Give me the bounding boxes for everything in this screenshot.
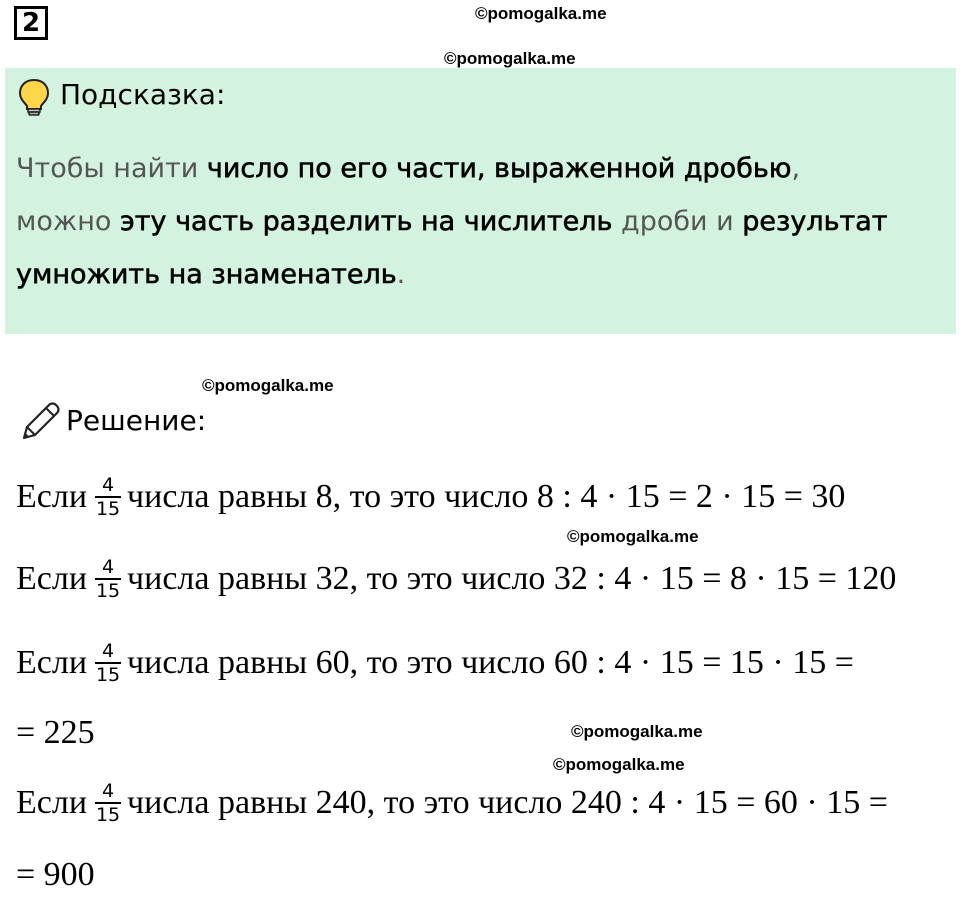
solution-title: Решение:: [66, 404, 207, 437]
pencil-icon: [18, 400, 62, 449]
task-number: 2: [14, 6, 48, 40]
solution-line: Если $\frac{4}{15}$ числа равны 8, то это число 8 : 4 · 15 = 2 · 15 = 30: [16, 474, 846, 520]
solution-line-continuation: = 900: [16, 856, 95, 893]
fraction: $\frac{4}{15}$: [95, 780, 121, 826]
fraction: $\frac{4}{15}$: [95, 556, 121, 602]
watermark: ©pomogalka.me: [571, 722, 703, 741]
solution-line: Если $\frac{4}{15}$ числа равны 60, то это число 60 : 4 · 15 = 15 · 15 =: [16, 640, 854, 686]
watermark: ©pomogalka.me: [567, 527, 699, 546]
watermark: ©pomogalka.me: [553, 755, 685, 774]
solution-line: Если $\frac{4}{15}$ числа равны 32, то это число 32 : 4 · 15 = 8 · 15 = 120: [16, 556, 897, 602]
lightbulb-icon: [18, 78, 50, 121]
hint-title: Подсказка:: [60, 78, 226, 111]
solution-line-continuation: = 225: [16, 714, 95, 751]
fraction: $\frac{4}{15}$: [95, 640, 121, 686]
hint-text: Чтобы найти число по его части, выраженной дробью, можно эту часть разделить на числитель дроби и результат умножить на знаменатель.: [16, 153, 888, 290]
watermark: ©pomogalka.me: [444, 49, 576, 68]
solution-line: Если $\frac{4}{15}$ числа равны 240, то это число 240 : 4 · 15 = 60 · 15 =: [16, 780, 888, 826]
watermark: ©pomogalka.me: [475, 4, 607, 23]
watermark: ©pomogalka.me: [202, 376, 334, 395]
fraction: $\frac{4}{15}$: [95, 474, 121, 520]
